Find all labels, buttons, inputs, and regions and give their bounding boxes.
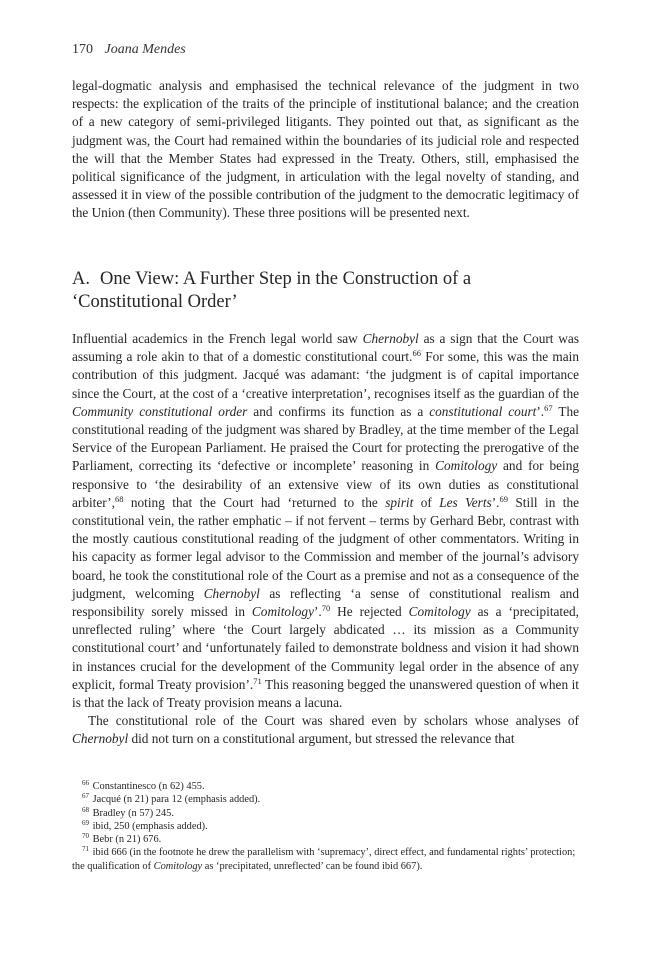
text-run: Constantinesco (n 62) 455. xyxy=(90,781,205,792)
text-run: Jacqué (n 21) para 12 (emphasis added). xyxy=(90,794,261,806)
intro-text xyxy=(72,77,579,223)
text-run: legal-dogmatic analysis and emphasised the technical relevance of the judgment in two respects: the explication of the traits of the principle of institutional balance; and the creation of a new category of semi-privileged litigants. They pointed out that, as significant as the judgment was, the Court had remained within the boundaries of its judicial role and respected the will that the Member States had expressed in the Treaty. Others, still, emphasised the political significance of the judgment, in articulation with the legal novelty of standing, and assessed it in view of the possible contribution of the judgment to the democratic legitimacy of the Union (then Community). These three positions will be presented next. xyxy=(72,78,579,221)
text-run: as reflecting ‘a sense of constitutional realism and responsibility sorely missed in xyxy=(72,585,579,620)
note-ref: 66 xyxy=(412,348,421,359)
italic-run: Comitology xyxy=(251,604,314,620)
italic-run: Community constitutional order xyxy=(72,403,248,419)
text-run: ’. xyxy=(491,494,500,510)
footnote-67 xyxy=(72,793,579,806)
italic-run: Chernobyl xyxy=(72,731,129,747)
body-paragraph-1 xyxy=(72,330,579,712)
italic-run: Comitology xyxy=(435,458,498,474)
note-ref: 68 xyxy=(114,493,124,504)
italic-run: Chernobyl xyxy=(203,585,260,601)
note-ref: 69 xyxy=(82,818,89,827)
text-run: Still in the constitutional vein, the rather emphatic – if not fervent – terms by Gerhard Bebr, contrast with the mostly cautious constitutional reading of the judgment of other commentators. Writing in his capacity as former legal advisor to the Commission and member of the journal’s advisory board, he took the constitutional role of the Court as a premise and not as a consequence of the judgment, welcoming xyxy=(72,494,580,601)
text-run: noting that the Court had ‘returned to the xyxy=(123,494,386,510)
note-ref: 66 xyxy=(82,779,89,787)
note-ref: 67 xyxy=(544,402,553,413)
italic-run: Chernobyl xyxy=(362,331,419,346)
text-run: The constitutional role of the Court was shared even by scholars whose analyses of xyxy=(88,713,579,729)
text-run: and for being responsive to ‘the desirability of an extensive view of its own duties as constitutional arbiter’, xyxy=(72,458,579,510)
text-run: Influential academics in the French legal world saw xyxy=(72,331,363,346)
running-head xyxy=(72,42,186,58)
section-title: One View: A Further Step in the Construction of a ‘Constitutional Order’ xyxy=(72,269,472,312)
text-run: did not turn on a constitutional argument, but stressed the relevance that xyxy=(128,731,515,747)
italic-run: Comitology xyxy=(153,860,203,872)
section-heading xyxy=(72,268,579,314)
note-ref: 71 xyxy=(82,845,89,854)
text-run: Bradley (n 57) 245. xyxy=(90,807,174,819)
footnote-66 xyxy=(72,780,579,793)
section-letter: A. xyxy=(72,269,90,289)
text-run: and confirms its function as a xyxy=(247,403,430,419)
text-run: as ‘precipitated, unreflected’ can be found ibid 667). xyxy=(202,860,423,872)
text-run: ibid 666 (in the footnote he drew the parallelism with ‘supremacy’, direct effect, and fundamental rights’ protection; the qualification of xyxy=(72,847,576,872)
text-run: Bebr (n 21) 676. xyxy=(90,834,162,846)
running-head-author: Joana Mendes xyxy=(104,42,186,57)
text-run: as a ‘precipitated, unreflected ruling’ where ‘the Court largely abdicated … its mission as a Community constitutional court’ and ‘unfortunately failed to demonstrate boldness and vision it had shown in instances crucial for the development of the Community legal order in the absence of any explicit, formal Treaty provision’. xyxy=(72,604,579,692)
footnote-68 xyxy=(72,807,579,820)
note-ref: 68 xyxy=(82,805,89,814)
text-run: For some, this was the main contribution of this judgment. Jacqué was adamant: ‘the judgment is of capital importance since the Court, at the cost of a ‘creative interpretation’, recognises itself as the guardian of the xyxy=(72,349,580,401)
footnote-71 xyxy=(72,846,579,873)
text-run: ’. xyxy=(536,403,545,419)
text-run: He rejected xyxy=(330,604,409,620)
text-run: ’. xyxy=(313,604,322,620)
note-ref: 67 xyxy=(82,792,89,801)
note-ref: 69 xyxy=(499,493,508,504)
footnotes xyxy=(72,780,579,873)
text-run: as a sign that the Court was assuming a role akin to that of a domestic constitutional court. xyxy=(72,331,579,365)
footnote-69 xyxy=(72,820,579,833)
note-ref: 70 xyxy=(321,603,331,614)
text-run: of xyxy=(413,494,440,510)
text-run: This reasoning begged the unanswered question of when it is that the lack of Treaty provision means a lacuna. xyxy=(72,676,580,711)
page-number: 170 xyxy=(72,42,93,57)
footnote-70 xyxy=(72,833,579,846)
note-ref: 71 xyxy=(253,675,262,686)
note-ref: 70 xyxy=(82,832,89,841)
italic-run: spirit xyxy=(385,494,414,510)
text-run: ibid, 250 (emphasis added). xyxy=(90,820,208,832)
italic-run: Les Verts xyxy=(439,494,492,510)
intro-paragraph xyxy=(72,77,579,223)
italic-run: Comitology xyxy=(408,604,471,620)
section-body xyxy=(72,330,579,749)
text-run: The constitutional reading of the judgment was shared by Bradley, at the time member of the Legal Service of the European Parliament. He praised the Court for protecting the prerogative of the Parliament, correcting its ‘defective or incomplete’ reasoning in xyxy=(72,403,579,474)
body-paragraph-2 xyxy=(72,712,579,748)
italic-run: constitutional court xyxy=(429,403,537,419)
